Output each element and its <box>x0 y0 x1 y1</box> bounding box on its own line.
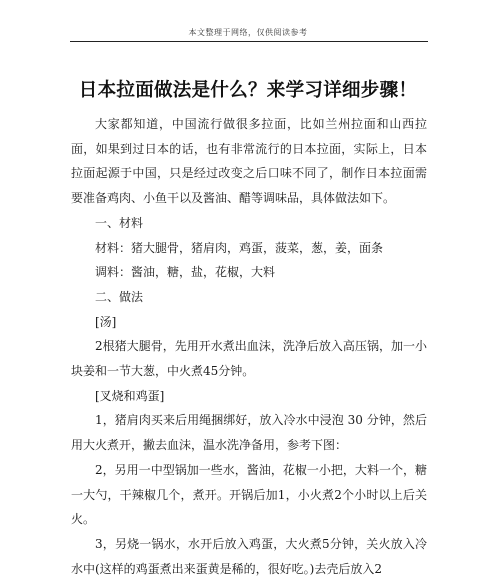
paragraph-step-1: 1，猪肩肉买来后用绳捆绑好，放入冷水中浸泡 30 分钟，然后用大火煮开，撇去血沫，温水洗净备用，参考下图： <box>71 413 427 453</box>
article-title: 日本拉面做法是什么？来学习详细步骤！ <box>78 80 418 101</box>
header-divider <box>70 41 428 42</box>
paragraph-intro: 大家都知道，中国流行做很多拉面，比如兰州拉面和山西拉面，如果到过日本的话，也有非常流行的日本拉面，实际上，日本拉面起源于中国，只是经过改变之后口味不同了，制作日本拉面需要准备鸡肉、小鱼干以及酱油、醋等调味品，具体做法如下。 <box>71 117 427 206</box>
paragraph-soup-steps: 2根猪大腿骨，先用开水煮出血沫，洗净后放入高压锅，加一小块姜和一节大葱，中火煮45分钟。 <box>71 339 427 379</box>
article-body <box>71 112 427 581</box>
header-note: 本文整理于网络，仅供阅读参考 <box>188 28 308 37</box>
section-heading-method: 二、做法 <box>95 289 144 304</box>
subheading-chashu-egg: [叉烧和鸡蛋] <box>95 388 165 403</box>
paragraph-seasonings: 调料：酱油，糖，盐，花椒，大料 <box>95 265 276 280</box>
section-heading-materials: 一、材料 <box>95 215 144 230</box>
paragraph-step-2: 2，另用一中型锅加一些水，酱油，花椒一小把，大料一个，糖一大勺，干辣椒几个，煮开。开锅后加1，小火煮2个小时以上后关火。 <box>71 462 427 527</box>
subheading-soup: [汤] <box>95 314 117 329</box>
paragraph-ingredients: 材料：猪大腿骨，猪肩肉，鸡蛋，菠菜，葱，姜，面条 <box>95 240 384 255</box>
paragraph-step-3: 3，另烧一锅水，水开后放入鸡蛋，大火煮5分钟，关火放入冷水中(这样的鸡蛋煮出来蛋黄是稀的，很好吃。)去壳后放入2 <box>71 536 427 576</box>
